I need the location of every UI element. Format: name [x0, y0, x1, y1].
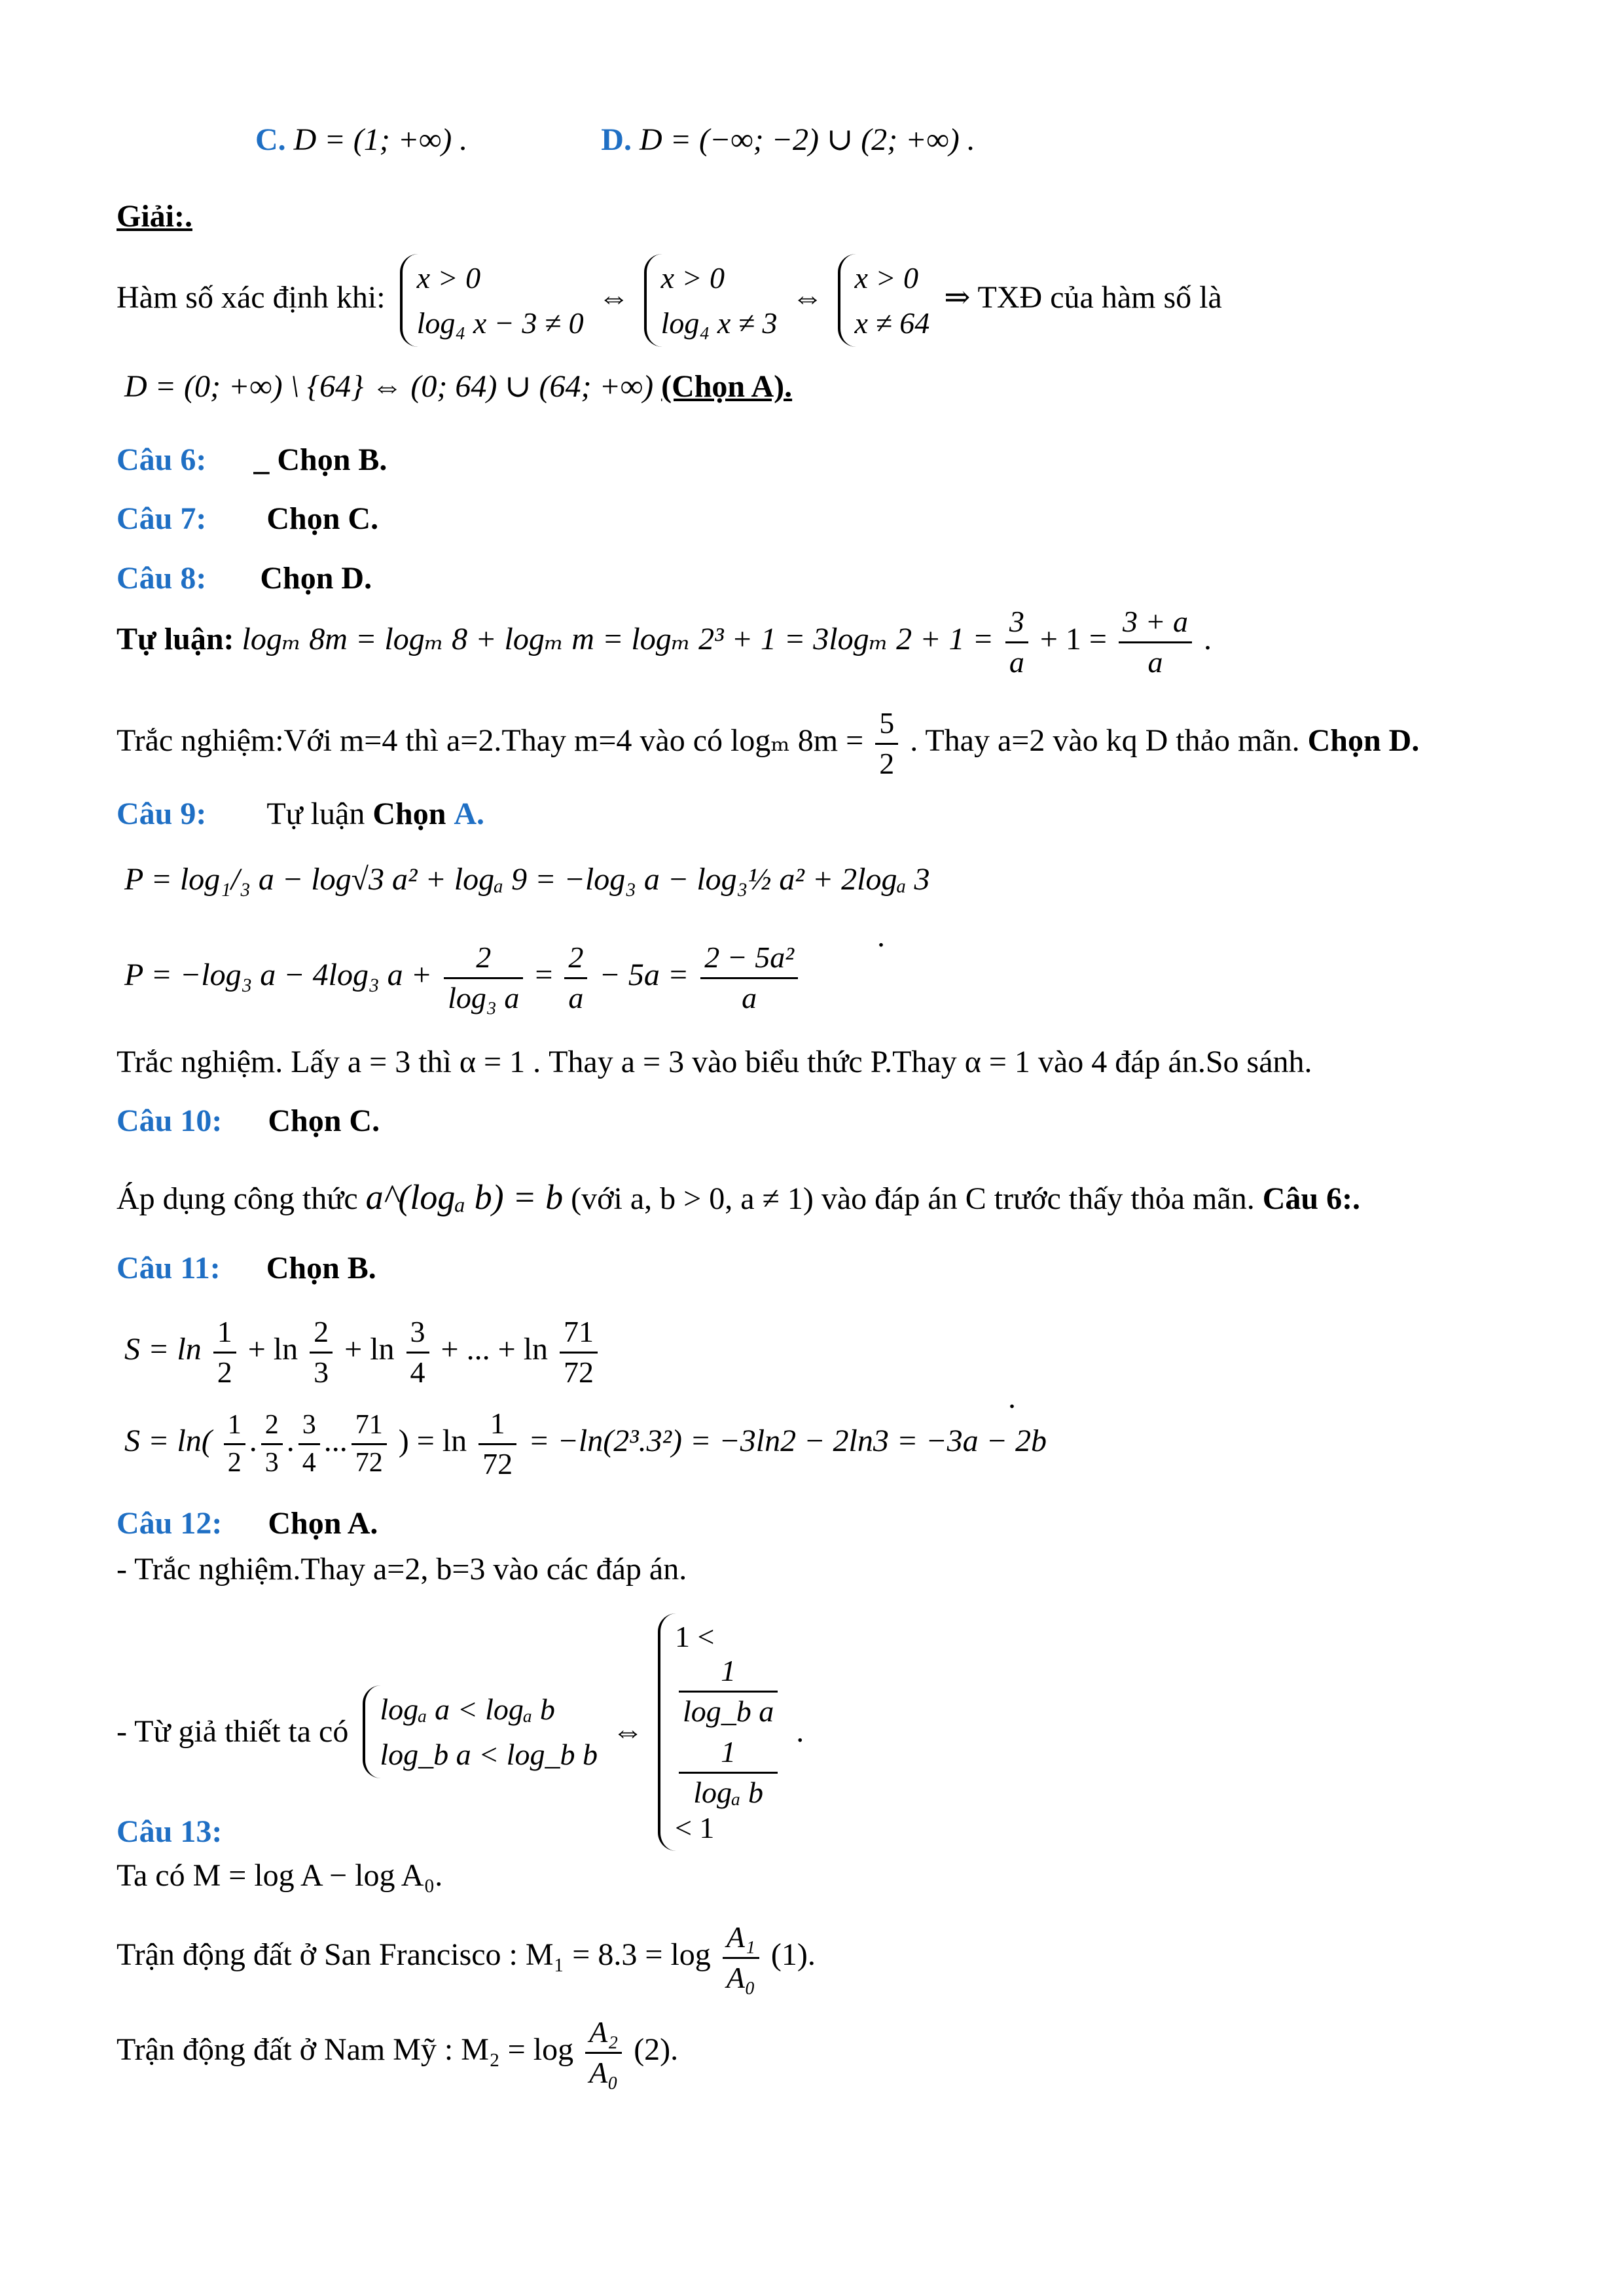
q9-frac-1: $\frac{2}{\text{log₃ a}}$: [444, 941, 523, 1014]
q11-l2-ln-frac: $\frac{1}{72}$: [478, 1407, 516, 1480]
q8-tn-text: Trắc nghiệm:Với m=4 thì a=2.Thay m=4 vào có logₘ 8m =: [117, 723, 864, 759]
q11-frac-1: $\frac{1}{2}$: [213, 1316, 236, 1389]
q8-tuluan-line: [117, 605, 1212, 679]
q9-eq: =: [535, 958, 553, 993]
q12-system-1: [363, 1685, 598, 1778]
q11-l2-frac-4: $\frac{71}{72}$: [352, 1410, 387, 1477]
domain-conclusion: ⇒ TXĐ của hàm số là: [944, 280, 1222, 315]
q8-tracnghiem-line: [117, 707, 1419, 780]
q11-l2-frac-1: $\frac{1}{2}$: [224, 1410, 245, 1477]
q13-line-1: Ta có M = log A − log A₀.: [117, 1858, 443, 1893]
q11-frac-4: $\frac{71}{72}$: [560, 1316, 598, 1389]
q11-plus-ln-1: + ln: [247, 1332, 298, 1367]
domain-choice: (Chọn A).: [661, 369, 793, 404]
q8-fraction-2: $\frac{3 + a}{a}$: [1119, 605, 1192, 679]
q11-l2-mid: ) = ln: [398, 1424, 467, 1459]
option-d-expr: D = (−∞; −2) ∪ (2; +∞) .: [639, 122, 975, 157]
q12-system-2: [658, 1613, 782, 1851]
q13-l3-post: (2).: [634, 2032, 679, 2068]
q10-text-pre: Áp dụng công thức: [117, 1181, 358, 1216]
q8-period: .: [1204, 622, 1212, 657]
q8-tn-choice: Chọn D.: [1307, 723, 1420, 759]
q11-ellipsis: ...: [323, 1424, 348, 1459]
q13-frac-a2: $\frac{\text{A₂}}{\text{A₀}}$: [585, 2016, 622, 2089]
q12-period: .: [796, 1713, 804, 1749]
q13-label: Câu 13:: [117, 1814, 223, 1849]
q9-frac-2: $\frac{2}{a}$: [564, 941, 587, 1014]
q8-fraction-1: $\frac{3}{a}$: [1005, 605, 1028, 679]
q12-line: [117, 1507, 378, 1541]
q11-dot-2: .: [286, 1424, 295, 1459]
q7-line: [117, 502, 378, 537]
q9-line-2: [124, 941, 802, 1014]
q7-answer: Chọn C.: [266, 501, 379, 536]
q11-dots: + ... + ln: [441, 1332, 549, 1367]
q12-sys-row-2: log_b a < log_b b: [380, 1738, 598, 1772]
q8-plus-one: + 1 =: [1039, 622, 1107, 657]
option-c-label: C.: [255, 122, 286, 157]
domain-system-1: [400, 254, 584, 347]
q9-line: [117, 797, 484, 832]
q9-l2-pre: P = −log₃ a − 4log₃ a +: [124, 958, 433, 993]
q11-label: Câu 11:: [117, 1251, 221, 1285]
option-c-expr: D = (1; +∞) .: [293, 122, 468, 157]
q11-trailing-dot: .: [1008, 1380, 1016, 1415]
q12-sys-row-1: logₐ a < logₐ b: [380, 1693, 555, 1727]
sys3-row-2: x ≠ 64: [854, 306, 930, 340]
sys1-row-2: log₄ x − 3 ≠ 0: [416, 306, 584, 340]
q10-text-post: (với a, b > 0, a ≠ 1) vào đáp án C trước thấy thỏa mãn.: [571, 1181, 1255, 1216]
q10-formula: a^(logₐ b) = b: [365, 1177, 564, 1217]
q9-ans-prefix: Tự luận: [266, 797, 365, 831]
domain-system-2: [644, 254, 778, 347]
q9-trailing-dot: .: [877, 919, 885, 954]
equiv-symbol: ⇔: [598, 280, 630, 315]
q13-line-3: [117, 2016, 678, 2089]
q10-formula-line: [117, 1178, 1360, 1217]
q6-answer: _ Chọn B.: [253, 442, 388, 477]
q12-line-1: - Trắc nghiệm.Thay a=2, b=3 vào các đáp án.: [117, 1552, 687, 1587]
q9-tracnghiem: Trắc nghiệm. Lấy a = 3 thì α = 1 . Thay a = 3 vào biểu thức P.Thay α = 1 vào 4 đáp án.So sánh.: [117, 1045, 1312, 1079]
q12-sys2-row-1: 1 < 1 log_b a: [675, 1615, 782, 1732]
q10-line: [117, 1104, 380, 1139]
q9-ans-choice: Chọn: [372, 797, 446, 831]
q13-l2-pre: Trận động đất ở San Francisco : M₁ = 8.3 = log: [117, 1937, 711, 1973]
sys2-row-2: log₄ x ≠ 3: [660, 306, 778, 340]
domain-intro: Hàm số xác định khi:: [117, 280, 386, 315]
q8-label: Câu 8:: [117, 561, 207, 596]
q12-l2-text: - Từ giả thiết ta có: [117, 1713, 349, 1749]
option-d-label: D.: [601, 122, 632, 157]
sys1-row-1: x > 0: [416, 261, 481, 295]
q13-line-2: [117, 1921, 816, 1994]
q11-l2-pre: S = ln(: [124, 1424, 212, 1459]
q10-answer: Chọn C.: [268, 1103, 380, 1138]
q7-label: Câu 7:: [117, 501, 207, 536]
q6-line: [117, 443, 387, 478]
option-line-cd: [255, 123, 975, 158]
domain-line: [117, 254, 1222, 347]
q8-tn-tail: . Thay a=2 vào kq D thảo mãn.: [910, 723, 1300, 759]
equiv-symbol-2: ⇔: [791, 280, 823, 315]
q11-l2-frac-3: $\frac{3}{4}$: [298, 1410, 320, 1477]
q9-ans-letter: A.: [454, 797, 485, 831]
q13-l2-post: (1).: [770, 1937, 816, 1973]
domain-result: D = (0; +∞) \ {64} ⇔ (0; 64) ∪ (64; +∞): [124, 369, 654, 404]
q9-line-1: P = log₁/₃ a − log√3 a² + logₐ 9 = −log₃ a − log₃½ a² + 2logₐ 3: [124, 862, 930, 897]
q6-label: Câu 6:: [117, 442, 207, 477]
q9-label: Câu 9:: [117, 797, 207, 831]
q11-frac-2: $\frac{2}{3}$: [310, 1316, 333, 1389]
q11-plus-ln-2: + ln: [344, 1332, 395, 1367]
q12-answer: Chọn A.: [268, 1506, 378, 1541]
q8-tuluan-expr: logₘ 8m = logₘ 8 + logₘ m = logₘ 2³ + 1 = 3logₘ 2 + 1 =: [242, 622, 994, 657]
q11-frac-3: $\frac{3}{4}$: [406, 1316, 429, 1389]
q11-dot-1: .: [249, 1424, 257, 1459]
domain-result-line: [124, 370, 792, 404]
q8-tn-fraction: $\frac{5}{2}$: [875, 707, 898, 780]
sys2-row-1: x > 0: [660, 261, 725, 295]
solution-heading: Giải:.: [117, 199, 192, 234]
q8-tuluan-label: Tự luận:: [117, 622, 234, 657]
q13-frac-a1: $\frac{\text{A₁}}{\text{A₀}}$: [723, 1921, 759, 1994]
q12-label: Câu 12:: [117, 1506, 223, 1541]
q11-answer: Chọn B.: [266, 1251, 376, 1285]
q11-s-pre: S = ln: [124, 1332, 202, 1367]
q12-sys2-row-2: 1 logₐ b < 1: [675, 1732, 782, 1849]
q9-frac-3: $\frac{\text{2 − 5a²}}{a}$: [700, 941, 798, 1014]
q11-l2-frac-2: $\frac{2}{3}$: [261, 1410, 283, 1477]
sys3-row-1: x > 0: [854, 261, 918, 295]
q9-minus: − 5a =: [599, 958, 689, 993]
q12-equiv: ⇔: [611, 1713, 643, 1749]
q11-line: [117, 1251, 376, 1286]
q8-answer: Chọn D.: [260, 561, 372, 596]
q10-tail: Câu 6:.: [1262, 1181, 1361, 1216]
q10-label: Câu 10:: [117, 1103, 223, 1138]
q8-line: [117, 562, 372, 596]
q11-l2-tail: = −ln(2³.3²) = −3ln2 − 2ln3 = −3a − 2b: [528, 1424, 1047, 1459]
q13-l3-pre: Trận động đất ở Nam Mỹ : M₂ = log: [117, 2032, 574, 2068]
q11-line-1: [124, 1316, 602, 1389]
q11-line-2: [124, 1407, 1047, 1480]
domain-system-3: [838, 254, 930, 347]
